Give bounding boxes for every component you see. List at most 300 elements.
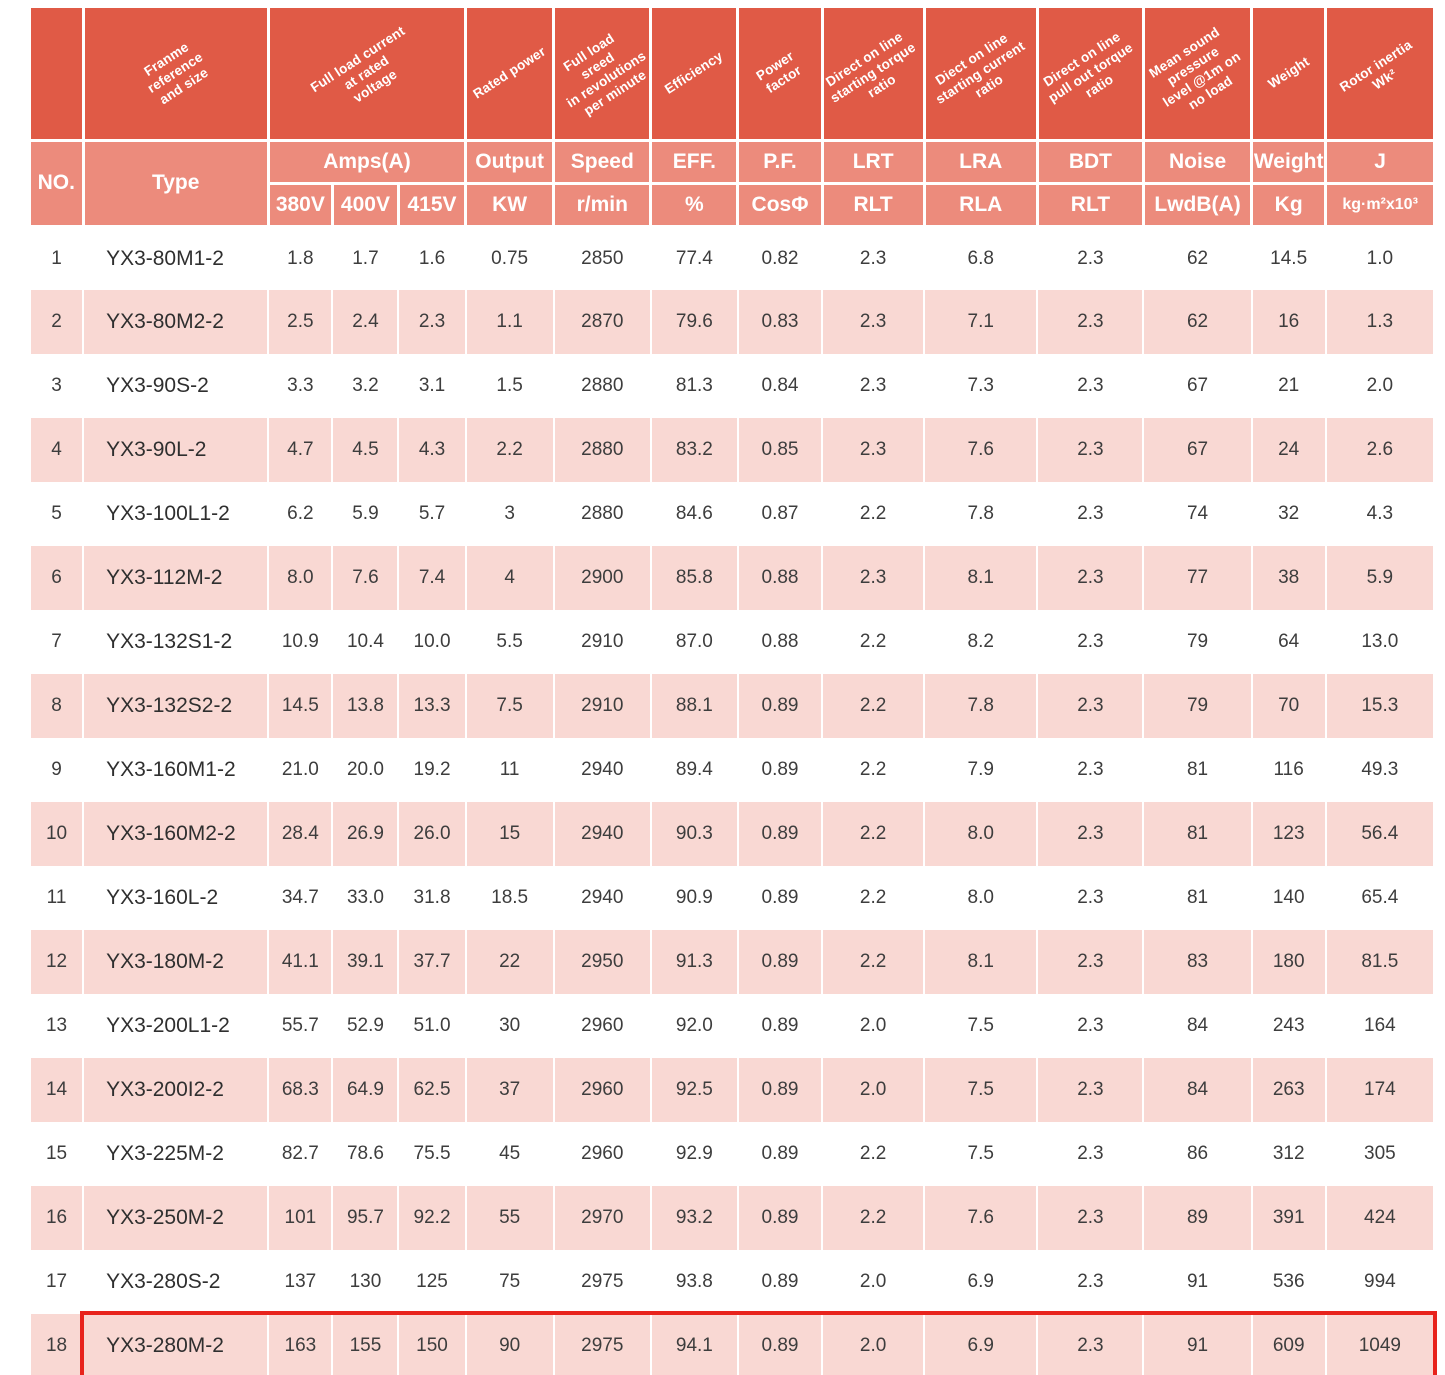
cell-power-factor: 0.84 bbox=[738, 354, 822, 418]
cell-lrt: 2.2 bbox=[822, 482, 924, 546]
cell-efficiency: 93.2 bbox=[651, 1186, 738, 1250]
cell-bdt: 2.3 bbox=[1037, 674, 1143, 738]
cell-speed: 2900 bbox=[554, 546, 651, 610]
cell-lrt: 2.3 bbox=[822, 226, 924, 290]
cell-speed: 2960 bbox=[554, 1058, 651, 1122]
cell-bdt: 2.3 bbox=[1037, 610, 1143, 674]
cell-amps-415v: 2.3 bbox=[398, 290, 465, 354]
diagonal-header-pull-out-torque bbox=[1037, 8, 1143, 140]
cell-rotor-inertia: 49.3 bbox=[1326, 738, 1433, 802]
cell-lra: 6.8 bbox=[924, 226, 1037, 290]
cell-efficiency: 92.9 bbox=[651, 1122, 738, 1186]
cell-weight: 14.5 bbox=[1252, 226, 1326, 290]
cell-bdt: 2.3 bbox=[1037, 738, 1143, 802]
table-row bbox=[31, 610, 1433, 674]
cell-noise: 81 bbox=[1143, 866, 1251, 930]
diagonal-header-rated-power bbox=[466, 8, 554, 140]
cell-efficiency: 87.0 bbox=[651, 610, 738, 674]
column-header-amps: Amps(A) bbox=[268, 140, 465, 183]
cell-noise: 91 bbox=[1143, 1314, 1251, 1375]
cell-bdt: 2.3 bbox=[1037, 482, 1143, 546]
cell-noise: 86 bbox=[1143, 1122, 1251, 1186]
cell-output-kw: 30 bbox=[466, 994, 554, 1058]
cell-weight: 70 bbox=[1252, 674, 1326, 738]
cell-weight: 123 bbox=[1252, 802, 1326, 866]
cell-efficiency: 92.0 bbox=[651, 994, 738, 1058]
cell-power-factor: 0.89 bbox=[738, 738, 822, 802]
cell-amps-380v: 68.3 bbox=[268, 1058, 332, 1122]
cell-weight: 116 bbox=[1252, 738, 1326, 802]
column-header-noise: Noise bbox=[1143, 140, 1251, 183]
column-header-rla: RLA bbox=[924, 183, 1037, 226]
cell-amps-415v: 31.8 bbox=[398, 866, 465, 930]
diagonal-header-pull-out-torque-label: Direct on line pull out torque ratio bbox=[1040, 28, 1136, 106]
cell-output-kw: 4 bbox=[466, 546, 554, 610]
cell-bdt: 2.3 bbox=[1037, 290, 1143, 354]
cell-noise: 84 bbox=[1143, 994, 1251, 1058]
cell-output-kw: 90 bbox=[466, 1314, 554, 1375]
cell-amps-400v: 5.9 bbox=[332, 482, 398, 546]
cell-output-kw: 37 bbox=[466, 1058, 554, 1122]
cell-amps-415v: 37.7 bbox=[398, 930, 465, 994]
cell-rotor-inertia: 56.4 bbox=[1326, 802, 1433, 866]
cell-lrt: 2.3 bbox=[822, 290, 924, 354]
cell-lrt: 2.2 bbox=[822, 1186, 924, 1250]
cell-power-factor: 0.89 bbox=[738, 674, 822, 738]
cell-power-factor: 0.85 bbox=[738, 418, 822, 482]
cell-amps-415v: 51.0 bbox=[398, 994, 465, 1058]
table-row bbox=[31, 1250, 1433, 1314]
column-header-bdt: BDT bbox=[1037, 140, 1143, 183]
cell-weight: 140 bbox=[1252, 866, 1326, 930]
cell-amps-415v: 10.0 bbox=[398, 610, 465, 674]
cell-amps-380v: 4.7 bbox=[268, 418, 332, 482]
cell-lrt: 2.0 bbox=[822, 1314, 924, 1375]
subheader-row-1 bbox=[31, 140, 1433, 183]
cell-lra: 6.9 bbox=[924, 1250, 1037, 1314]
cell-no: 4 bbox=[31, 418, 83, 482]
cell-lra: 7.3 bbox=[924, 354, 1037, 418]
cell-efficiency: 89.4 bbox=[651, 738, 738, 802]
cell-amps-415v: 62.5 bbox=[398, 1058, 465, 1122]
diagonal-header-rotor-inertia bbox=[1326, 8, 1433, 140]
cell-lrt: 2.2 bbox=[822, 610, 924, 674]
cell-motor-type: YX3-280M-2 bbox=[83, 1314, 268, 1375]
cell-noise: 83 bbox=[1143, 930, 1251, 994]
cell-speed: 2880 bbox=[554, 482, 651, 546]
cell-no: 17 bbox=[31, 1250, 83, 1314]
cell-no: 13 bbox=[31, 994, 83, 1058]
diagonal-header-efficiency bbox=[651, 8, 738, 140]
column-header-j-unit: kg·m²x10³ bbox=[1326, 183, 1433, 226]
cell-motor-type: YX3-280S-2 bbox=[83, 1250, 268, 1314]
table-row bbox=[31, 354, 1433, 418]
cell-lra: 7.6 bbox=[924, 418, 1037, 482]
cell-amps-400v: 2.4 bbox=[332, 290, 398, 354]
cell-no: 3 bbox=[31, 354, 83, 418]
cell-motor-type: YX3-200L1-2 bbox=[83, 994, 268, 1058]
cell-no: 8 bbox=[31, 674, 83, 738]
cell-weight: 391 bbox=[1252, 1186, 1326, 1250]
cell-bdt: 2.3 bbox=[1037, 866, 1143, 930]
cell-efficiency: 91.3 bbox=[651, 930, 738, 994]
diagonal-header-noise-label: Mean sound pressure level @1m on no load bbox=[1146, 24, 1244, 113]
cell-noise: 81 bbox=[1143, 802, 1251, 866]
cell-motor-type: YX3-250M-2 bbox=[83, 1186, 268, 1250]
cell-noise: 62 bbox=[1143, 226, 1251, 290]
cell-lra: 7.6 bbox=[924, 1186, 1037, 1250]
cell-output-kw: 22 bbox=[466, 930, 554, 994]
cell-weight: 16 bbox=[1252, 290, 1326, 354]
column-header-percent: % bbox=[651, 183, 738, 226]
cell-no: 15 bbox=[31, 1122, 83, 1186]
cell-lra: 7.8 bbox=[924, 482, 1037, 546]
cell-lrt: 2.0 bbox=[822, 1058, 924, 1122]
cell-lra: 7.5 bbox=[924, 1058, 1037, 1122]
table-row bbox=[31, 1122, 1433, 1186]
table-row bbox=[31, 930, 1433, 994]
diagonal-header-starting-current-label: Diect on line starting current ratio bbox=[933, 30, 1028, 107]
cell-speed: 2960 bbox=[554, 1122, 651, 1186]
column-header-lra: LRA bbox=[924, 140, 1037, 183]
cell-motor-type: YX3-100L1-2 bbox=[83, 482, 268, 546]
cell-weight: 536 bbox=[1252, 1250, 1326, 1314]
diagonal-header-weight-label: Weight bbox=[1265, 54, 1312, 92]
cell-no: 12 bbox=[31, 930, 83, 994]
cell-amps-400v: 1.7 bbox=[332, 226, 398, 290]
column-header-lrt: LRT bbox=[822, 140, 924, 183]
cell-weight: 243 bbox=[1252, 994, 1326, 1058]
cell-lrt: 2.2 bbox=[822, 866, 924, 930]
cell-weight: 32 bbox=[1252, 482, 1326, 546]
cell-amps-380v: 14.5 bbox=[268, 674, 332, 738]
cell-bdt: 2.3 bbox=[1037, 930, 1143, 994]
cell-motor-type: YX3-225M-2 bbox=[83, 1122, 268, 1186]
cell-motor-type: YX3-132S2-2 bbox=[83, 674, 268, 738]
cell-power-factor: 0.87 bbox=[738, 482, 822, 546]
cell-bdt: 2.3 bbox=[1037, 354, 1143, 418]
cell-noise: 89 bbox=[1143, 1186, 1251, 1250]
cell-rotor-inertia: 305 bbox=[1326, 1122, 1433, 1186]
cell-amps-415v: 13.3 bbox=[398, 674, 465, 738]
cell-noise: 79 bbox=[1143, 610, 1251, 674]
cell-no: 14 bbox=[31, 1058, 83, 1122]
cell-rotor-inertia: 13.0 bbox=[1326, 610, 1433, 674]
cell-output-kw: 2.2 bbox=[466, 418, 554, 482]
cell-lrt: 2.2 bbox=[822, 738, 924, 802]
cell-bdt: 2.3 bbox=[1037, 418, 1143, 482]
diagonal-header-starting-torque bbox=[822, 8, 924, 140]
cell-weight: 24 bbox=[1252, 418, 1326, 482]
cell-amps-380v: 6.2 bbox=[268, 482, 332, 546]
cell-no: 6 bbox=[31, 546, 83, 610]
table-row bbox=[31, 866, 1433, 930]
cell-speed: 2960 bbox=[554, 994, 651, 1058]
cell-rotor-inertia: 424 bbox=[1326, 1186, 1433, 1250]
cell-output-kw: 45 bbox=[466, 1122, 554, 1186]
cell-lrt: 2.2 bbox=[822, 930, 924, 994]
cell-efficiency: 94.1 bbox=[651, 1314, 738, 1375]
cell-amps-380v: 2.5 bbox=[268, 290, 332, 354]
cell-amps-380v: 137 bbox=[268, 1250, 332, 1314]
cell-amps-415v: 75.5 bbox=[398, 1122, 465, 1186]
cell-amps-400v: 4.5 bbox=[332, 418, 398, 482]
cell-speed: 2975 bbox=[554, 1250, 651, 1314]
cell-lrt: 2.2 bbox=[822, 674, 924, 738]
cell-rotor-inertia: 1.3 bbox=[1326, 290, 1433, 354]
column-header-rmin: r/min bbox=[554, 183, 651, 226]
diagonal-header-rotor-inertia-label: Rotor inertia Wk² bbox=[1336, 36, 1415, 95]
cell-motor-type: YX3-132S1-2 bbox=[83, 610, 268, 674]
diagonal-header-noise bbox=[1143, 8, 1251, 140]
column-header-400v: 400V bbox=[332, 183, 398, 226]
cell-rotor-inertia: 1049 bbox=[1326, 1314, 1433, 1375]
column-header-no: NO. bbox=[31, 140, 83, 226]
table-row bbox=[31, 994, 1433, 1058]
cell-efficiency: 81.3 bbox=[651, 354, 738, 418]
cell-weight: 21 bbox=[1252, 354, 1326, 418]
cell-amps-400v: 130 bbox=[332, 1250, 398, 1314]
cell-amps-400v: 64.9 bbox=[332, 1058, 398, 1122]
cell-amps-415v: 19.2 bbox=[398, 738, 465, 802]
cell-motor-type: YX3-200I2-2 bbox=[83, 1058, 268, 1122]
cell-rotor-inertia: 164 bbox=[1326, 994, 1433, 1058]
cell-motor-type: YX3-90L-2 bbox=[83, 418, 268, 482]
cell-lrt: 2.2 bbox=[822, 802, 924, 866]
cell-no: 2 bbox=[31, 290, 83, 354]
cell-output-kw: 15 bbox=[466, 802, 554, 866]
cell-amps-380v: 3.3 bbox=[268, 354, 332, 418]
diagonal-header-row bbox=[31, 8, 1433, 140]
cell-no: 10 bbox=[31, 802, 83, 866]
diagonal-header-efficiency-label: Efficiency bbox=[662, 48, 726, 98]
cell-efficiency: 77.4 bbox=[651, 226, 738, 290]
cell-amps-380v: 34.7 bbox=[268, 866, 332, 930]
column-header-kg: Kg bbox=[1252, 183, 1326, 226]
table-row bbox=[31, 802, 1433, 866]
cell-lra: 7.5 bbox=[924, 994, 1037, 1058]
column-header-j: J bbox=[1326, 140, 1433, 183]
cell-lra: 8.0 bbox=[924, 866, 1037, 930]
cell-lrt: 2.3 bbox=[822, 546, 924, 610]
cell-amps-400v: 39.1 bbox=[332, 930, 398, 994]
cell-output-kw: 0.75 bbox=[466, 226, 554, 290]
cell-weight: 38 bbox=[1252, 546, 1326, 610]
cell-power-factor: 0.89 bbox=[738, 1314, 822, 1375]
cell-weight: 64 bbox=[1252, 610, 1326, 674]
cell-motor-type: YX3-90S-2 bbox=[83, 354, 268, 418]
cell-no: 18 bbox=[31, 1314, 83, 1375]
cell-rotor-inertia: 81.5 bbox=[1326, 930, 1433, 994]
cell-amps-415v: 7.4 bbox=[398, 546, 465, 610]
spec-table bbox=[31, 8, 1433, 1375]
cell-speed: 2975 bbox=[554, 1314, 651, 1375]
column-header-pf: P.F. bbox=[738, 140, 822, 183]
cell-lrt: 2.0 bbox=[822, 994, 924, 1058]
cell-rotor-inertia: 2.6 bbox=[1326, 418, 1433, 482]
cell-rotor-inertia: 5.9 bbox=[1326, 546, 1433, 610]
cell-amps-380v: 82.7 bbox=[268, 1122, 332, 1186]
cell-efficiency: 88.1 bbox=[651, 674, 738, 738]
cell-bdt: 2.3 bbox=[1037, 546, 1143, 610]
cell-efficiency: 90.9 bbox=[651, 866, 738, 930]
cell-lra: 8.1 bbox=[924, 930, 1037, 994]
cell-power-factor: 0.89 bbox=[738, 1186, 822, 1250]
cell-bdt: 2.3 bbox=[1037, 226, 1143, 290]
column-header-rlt-2: RLT bbox=[1037, 183, 1143, 226]
cell-amps-415v: 4.3 bbox=[398, 418, 465, 482]
cell-noise: 77 bbox=[1143, 546, 1251, 610]
cell-power-factor: 0.89 bbox=[738, 1122, 822, 1186]
cell-no: 16 bbox=[31, 1186, 83, 1250]
cell-amps-400v: 20.0 bbox=[332, 738, 398, 802]
cell-output-kw: 18.5 bbox=[466, 866, 554, 930]
cell-bdt: 2.3 bbox=[1037, 1122, 1143, 1186]
cell-motor-type: YX3-160L-2 bbox=[83, 866, 268, 930]
cell-no: 7 bbox=[31, 610, 83, 674]
column-header-415v: 415V bbox=[398, 183, 465, 226]
cell-weight: 609 bbox=[1252, 1314, 1326, 1375]
table-row bbox=[31, 1186, 1433, 1250]
cell-noise: 62 bbox=[1143, 290, 1251, 354]
diagonal-header-full-load-speed bbox=[554, 8, 651, 140]
cell-amps-400v: 13.8 bbox=[332, 674, 398, 738]
cell-speed: 2970 bbox=[554, 1186, 651, 1250]
cell-efficiency: 79.6 bbox=[651, 290, 738, 354]
cell-lra: 8.1 bbox=[924, 546, 1037, 610]
cell-motor-type: YX3-112M-2 bbox=[83, 546, 268, 610]
cell-output-kw: 55 bbox=[466, 1186, 554, 1250]
cell-power-factor: 0.89 bbox=[738, 1058, 822, 1122]
table-row bbox=[31, 1314, 1433, 1375]
cell-amps-380v: 55.7 bbox=[268, 994, 332, 1058]
cell-noise: 81 bbox=[1143, 738, 1251, 802]
cell-motor-type: YX3-80M2-2 bbox=[83, 290, 268, 354]
cell-amps-415v: 5.7 bbox=[398, 482, 465, 546]
cell-output-kw: 75 bbox=[466, 1250, 554, 1314]
cell-power-factor: 0.89 bbox=[738, 1250, 822, 1314]
cell-lra: 8.2 bbox=[924, 610, 1037, 674]
cell-speed: 2910 bbox=[554, 610, 651, 674]
cell-rotor-inertia: 1.0 bbox=[1326, 226, 1433, 290]
cell-power-factor: 0.89 bbox=[738, 866, 822, 930]
diagonal-header-frame-label: Franme reference and size bbox=[141, 39, 212, 107]
cell-speed: 2940 bbox=[554, 802, 651, 866]
cell-amps-380v: 163 bbox=[268, 1314, 332, 1375]
cell-power-factor: 0.83 bbox=[738, 290, 822, 354]
column-header-kw: KW bbox=[466, 183, 554, 226]
cell-lra: 7.5 bbox=[924, 1122, 1037, 1186]
cell-speed: 2870 bbox=[554, 290, 651, 354]
cell-output-kw: 1.1 bbox=[466, 290, 554, 354]
cell-power-factor: 0.89 bbox=[738, 802, 822, 866]
cell-speed: 2880 bbox=[554, 418, 651, 482]
cell-lra: 7.8 bbox=[924, 674, 1037, 738]
cell-no: 1 bbox=[31, 226, 83, 290]
table-row bbox=[31, 226, 1433, 290]
cell-efficiency: 85.8 bbox=[651, 546, 738, 610]
cell-noise: 67 bbox=[1143, 354, 1251, 418]
cell-amps-400v: 10.4 bbox=[332, 610, 398, 674]
cell-efficiency: 83.2 bbox=[651, 418, 738, 482]
cell-amps-380v: 28.4 bbox=[268, 802, 332, 866]
cell-rotor-inertia: 174 bbox=[1326, 1058, 1433, 1122]
cell-amps-415v: 125 bbox=[398, 1250, 465, 1314]
cell-lra: 6.9 bbox=[924, 1314, 1037, 1375]
cell-speed: 2940 bbox=[554, 866, 651, 930]
cell-lrt: 2.2 bbox=[822, 1122, 924, 1186]
cell-efficiency: 90.3 bbox=[651, 802, 738, 866]
cell-speed: 2910 bbox=[554, 674, 651, 738]
column-header-speed: Speed bbox=[554, 140, 651, 183]
cell-output-kw: 11 bbox=[466, 738, 554, 802]
cell-rotor-inertia: 4.3 bbox=[1326, 482, 1433, 546]
cell-motor-type: YX3-160M1-2 bbox=[83, 738, 268, 802]
cell-motor-type: YX3-160M2-2 bbox=[83, 802, 268, 866]
cell-motor-type: YX3-80M1-2 bbox=[83, 226, 268, 290]
diagonal-header-starting-torque-label: Direct on line starting torque ratio bbox=[823, 28, 919, 106]
cell-amps-400v: 33.0 bbox=[332, 866, 398, 930]
column-header-eff: EFF. bbox=[651, 140, 738, 183]
table-row bbox=[31, 738, 1433, 802]
column-header-rlt-1: RLT bbox=[822, 183, 924, 226]
cell-noise: 79 bbox=[1143, 674, 1251, 738]
diagonal-header-rated-power-label: Rated power bbox=[470, 43, 549, 102]
cell-weight: 263 bbox=[1252, 1058, 1326, 1122]
cell-amps-380v: 41.1 bbox=[268, 930, 332, 994]
diagonal-header-starting-current bbox=[924, 8, 1037, 140]
cell-power-factor: 0.88 bbox=[738, 610, 822, 674]
cell-power-factor: 0.89 bbox=[738, 994, 822, 1058]
cell-amps-400v: 7.6 bbox=[332, 546, 398, 610]
diagonal-header-full-load-current bbox=[268, 8, 465, 140]
table-row bbox=[31, 482, 1433, 546]
cell-rotor-inertia: 65.4 bbox=[1326, 866, 1433, 930]
cell-lrt: 2.3 bbox=[822, 354, 924, 418]
cell-amps-400v: 26.9 bbox=[332, 802, 398, 866]
table-row bbox=[31, 1058, 1433, 1122]
cell-bdt: 2.3 bbox=[1037, 1186, 1143, 1250]
cell-lrt: 2.0 bbox=[822, 1250, 924, 1314]
cell-lra: 7.9 bbox=[924, 738, 1037, 802]
cell-speed: 2850 bbox=[554, 226, 651, 290]
cell-amps-400v: 95.7 bbox=[332, 1186, 398, 1250]
cell-amps-415v: 1.6 bbox=[398, 226, 465, 290]
cell-rotor-inertia: 2.0 bbox=[1326, 354, 1433, 418]
cell-no: 11 bbox=[31, 866, 83, 930]
motor-spec-table bbox=[31, 8, 1433, 1375]
cell-weight: 312 bbox=[1252, 1122, 1326, 1186]
cell-amps-380v: 101 bbox=[268, 1186, 332, 1250]
cell-rotor-inertia: 994 bbox=[1326, 1250, 1433, 1314]
cell-efficiency: 84.6 bbox=[651, 482, 738, 546]
diagonal-header-full-load-speed-label: Full load sreed in revolutions per minute bbox=[560, 30, 649, 118]
column-header-cosphi: CosΦ bbox=[738, 183, 822, 226]
cell-efficiency: 92.5 bbox=[651, 1058, 738, 1122]
cell-amps-400v: 155 bbox=[332, 1314, 398, 1375]
cell-speed: 2880 bbox=[554, 354, 651, 418]
table-row bbox=[31, 418, 1433, 482]
cell-noise: 74 bbox=[1143, 482, 1251, 546]
cell-bdt: 2.3 bbox=[1037, 802, 1143, 866]
diagonal-header-power-factor-label: Power factor bbox=[753, 48, 805, 96]
cell-power-factor: 0.82 bbox=[738, 226, 822, 290]
cell-amps-380v: 10.9 bbox=[268, 610, 332, 674]
cell-amps-380v: 21.0 bbox=[268, 738, 332, 802]
column-header-380v: 380V bbox=[268, 183, 332, 226]
diagonal-header-weight bbox=[1252, 8, 1326, 140]
diagonal-header-no bbox=[31, 8, 83, 140]
